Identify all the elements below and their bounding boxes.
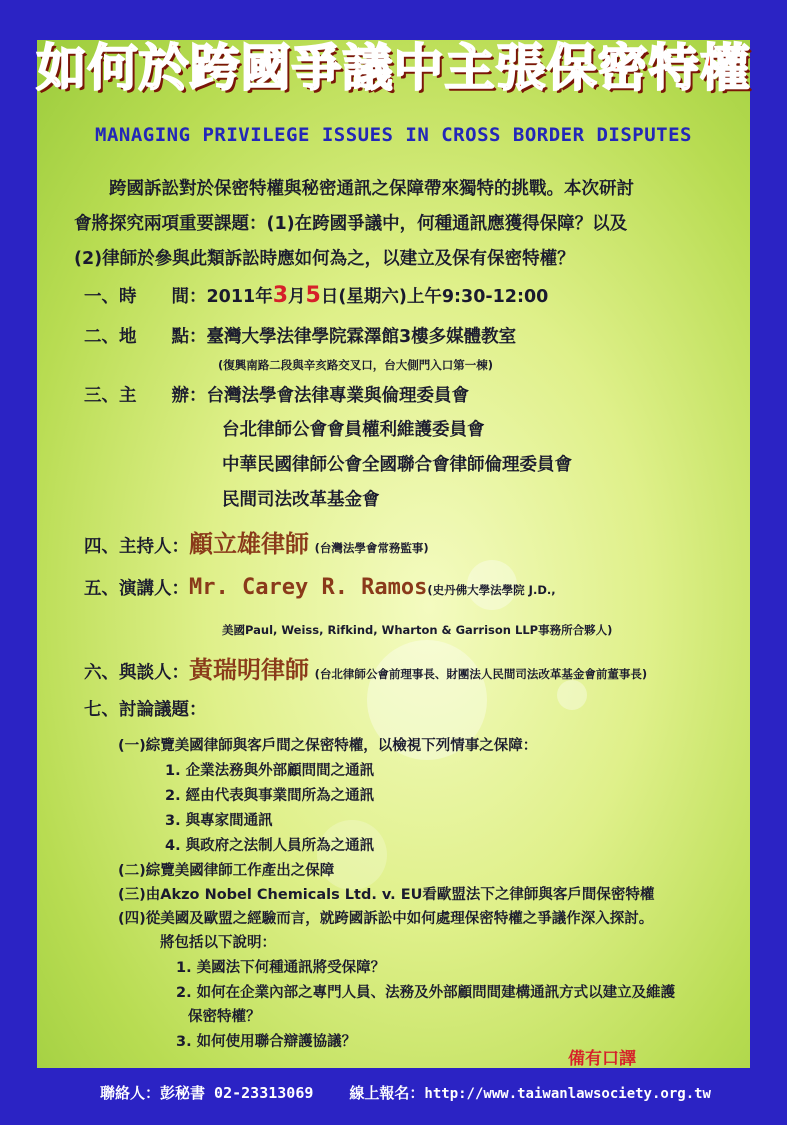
- contact-bar: [100, 1082, 740, 1103]
- host-row: [84, 524, 429, 559]
- organizer-label: 三、主 辦：: [84, 386, 207, 406]
- registration-label: 線上報名：: [349, 1084, 425, 1102]
- topic-item: (一)綜覽美國律師與客戶間之保密特權，以檢視下列情事之保障：: [118, 738, 538, 754]
- interpretation-note: 備有口譯: [568, 1049, 636, 1069]
- venue-row: [84, 323, 516, 348]
- organizer-item: 台灣法學會法律專業與倫理委員會: [206, 386, 469, 406]
- intro-paragraph: [74, 172, 724, 277]
- time-day: 5: [305, 283, 321, 308]
- topic-subitem: 4. 與政府之法制人員所為之通訊: [165, 838, 375, 854]
- intro-line: 會將探究兩項重要課題：(1)在跨國爭議中，何種通訊應獲得保障？以及: [74, 214, 628, 234]
- page-title: 如何於跨國爭議中主張保密特權: [36, 39, 751, 97]
- panelist-note: (台北律師公會前理事長、財團法人民間司法改革基金會前董事長): [314, 667, 648, 681]
- host-name: 顧立雄律師: [189, 530, 309, 558]
- topic-subitem: 3. 如何使用聯合辯護協議？: [176, 1034, 357, 1050]
- topics-label: 七、討論議題：: [84, 700, 207, 720]
- speaker-name: Mr. Carey R. Ramos: [189, 575, 428, 600]
- topic-subitem: 1. 企業法務與外部顧問間之通訊: [165, 763, 375, 779]
- topic-item: (四)從美國及歐盟之經驗而言，就跨國訴訟中如何處理保密特權之爭議作深入探討。: [118, 911, 654, 927]
- topic-subitem: 2. 如何在企業內部之專門人員、法務及外部顧問間建構通訊方式以建立及維護: [176, 985, 676, 1001]
- time-row: [84, 283, 548, 308]
- contact-label: 聯絡人：: [100, 1084, 161, 1102]
- organizer-row: [84, 382, 469, 407]
- intro-line: (2)律師於參與此類訴訟時應如何為之，以建立及保有保密特權？: [74, 249, 575, 269]
- panelist-label: 六、與談人：: [84, 663, 189, 683]
- topic-item: (二)綜覽美國律師工作產出之保障: [118, 863, 335, 879]
- intro-line: 跨國訴訟對於保密特權與秘密通訊之保障帶來獨特的挑戰。本次研討: [109, 179, 634, 199]
- organizer-item: 民間司法改革基金會: [222, 490, 380, 510]
- topic-intro: 將包括以下說明：: [160, 935, 276, 951]
- registration-link[interactable]: http://www.taiwanlawsociety.org.tw: [424, 1086, 711, 1102]
- time-month: 3: [272, 283, 289, 308]
- venue-note: (復興南路二段與辛亥路交叉口，台大側門入口第一棟): [218, 358, 494, 372]
- host-label: 四、主持人：: [84, 537, 189, 557]
- topic-subitem: 保密特權？: [188, 1009, 261, 1025]
- topic-subitem: 1. 美國法下何種通訊將受保障？: [176, 960, 386, 976]
- venue-label: 二、地 點：: [84, 327, 207, 347]
- speaker-label: 五、演講人：: [84, 579, 189, 599]
- speaker-affiliation: 美國Paul, Weiss, Rifkind, Wharton & Garrison LLP事務所合夥人): [222, 623, 613, 637]
- time-year: 2011年: [206, 287, 273, 307]
- time-month-unit: 月: [288, 287, 306, 307]
- panelist-name: 黃瑞明律師: [189, 656, 309, 684]
- venue-value: 臺灣大學法律學院霖澤館3樓多媒體教室: [206, 327, 517, 347]
- topic-subitem: 3. 與專家間通訊: [165, 813, 273, 829]
- speaker-row: [84, 575, 556, 600]
- contact-value: 彭秘書 02-23313069: [160, 1084, 314, 1102]
- organizer-item: 台北律師公會會員權利維護委員會: [222, 420, 485, 440]
- host-note: (台灣法學會常務監事): [314, 541, 429, 555]
- time-rest: 日(星期六)上午9:30-12:00: [320, 287, 549, 307]
- time-label: 一、時 間：: [84, 287, 207, 307]
- topic-subitem: 2. 經由代表與事業間所為之通訊: [165, 788, 375, 804]
- page-subtitle: MANAGING PRIVILEGE ISSUES IN CROSS BORDER DISPUTES: [95, 124, 692, 146]
- panelist-row: [84, 650, 647, 685]
- topic-item: (三)由Akzo Nobel Chemicals Ltd. v. EU看歐盟法下之律師與客戶間保密特權: [118, 887, 655, 903]
- speaker-note: (史丹佛大學法學院 J.D.,: [427, 583, 556, 597]
- organizer-item: 中華民國律師公會全國聯合會律師倫理委員會: [222, 455, 572, 475]
